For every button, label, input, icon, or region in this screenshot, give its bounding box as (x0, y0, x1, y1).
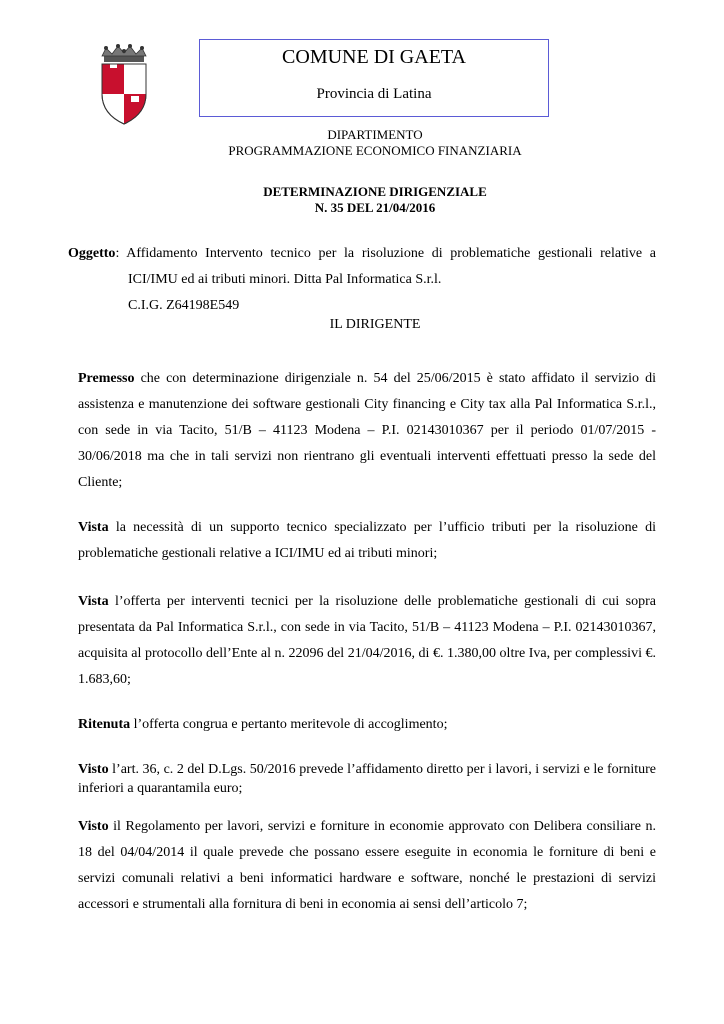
paragraph-lead: Vista (78, 520, 109, 535)
paragraph-visto-2 (78, 814, 656, 918)
paragraph-text: l’offerta congrua e pertanto meritevole di accoglimento; (130, 717, 448, 732)
paragraph-lead: Premesso (78, 371, 135, 386)
paragraph-ritenuta (78, 712, 656, 738)
subject-label: Oggetto (68, 246, 116, 261)
paragraph-text: l’offerta per interventi tecnici per la risoluzione delle problematiche gestionali di cui sopra presentata da Pal Informatica S.r.l., con sede in via Tacito, 51/B – 41123 Modena – P.I. 02143010367, acquisita al protocollo dell’Ente al n. 22096 del 21/04/2016, di €. 1.380,00 oltre Iva, per complessivi €. 1.683,60; (78, 594, 656, 687)
paragraph-lead: Visto (78, 819, 109, 834)
paragraph-lead: Ritenuta (78, 717, 131, 732)
paragraph-text: la necessità di un supporto tecnico specializzato per l’ufficio tributi per la risoluzione di problematiche gestionali relative a ICI/IMU ed ai tributi minori; (78, 520, 656, 561)
crown-icon (102, 44, 146, 62)
determination-title: DETERMINAZIONE DIRIGENZIALE (263, 184, 487, 199)
paragraph-text: che con determinazione dirigenziale n. 54 del 25/06/2015 è stato affidato il servizio di assistenza e manutenzione dei software gestionali City financing e City tax alla Pal Informatica S.r.l., con sede in via Tacito, 51/B – 41123 Modena – P.I. 02143010367 per il periodo 01/07/2015 - 30/06/2018 ma che in tali servizi non rientrano gli eventuali interventi effettuati presso la sede del Cliente; (78, 371, 656, 490)
coat-of-arms-crest (96, 44, 152, 126)
municipality-name: COMUNE DI GAETA (282, 46, 466, 68)
department-block (200, 127, 550, 159)
determination-heading (200, 184, 550, 216)
subject-cig: C.I.G. Z64198E549 (128, 298, 240, 313)
paragraph-text: l’art. 36, c. 2 del D.Lgs. 50/2016 prevede l’affidamento diretto per i lavori, i servizi e le forniture inferiori a quarantamila euro; (78, 762, 656, 796)
paragraph-visto-1 (78, 760, 656, 798)
department-line-1: DIPARTIMENTO (327, 127, 423, 142)
paragraph-lead: Vista (78, 594, 109, 609)
paragraph-vista-2 (78, 589, 656, 693)
province-name: Provincia di Latina (316, 86, 432, 102)
subject-block (68, 241, 656, 319)
determination-number: N. 35 DEL 21/04/2016 (314, 200, 436, 215)
shield-icon (102, 64, 146, 124)
municipality-header-box (199, 39, 549, 117)
paragraph-vista-1 (78, 515, 656, 567)
paragraph-lead: Visto (78, 762, 109, 777)
subject-line-2: ICI/IMU ed ai tributi minori. Ditta Pal Informatica S.r.l. (128, 272, 442, 287)
il-dirigente-heading: IL DIRIGENTE (329, 317, 421, 332)
paragraph-text: il Regolamento per lavori, servizi e forniture in economie approvato con Delibera consiliare n. 18 del 04/04/2014 il quale prevede che possano essere eseguite in economia le forniture di beni e servizi comunali relativi a beni informatici hardware e software, nonché le prestazioni di servizi accessori e strumentali alla fornitura di beni in economia ai sensi dell’articolo 7; (78, 819, 656, 912)
subject-text-1: : Affidamento Intervento tecnico per la risoluzione di problematiche gestionali relative a (115, 246, 656, 261)
subject-line-1 (68, 241, 656, 267)
paragraph-premesso (78, 366, 656, 496)
department-line-2: PROGRAMMAZIONE ECONOMICO FINANZIARIA (228, 143, 522, 158)
